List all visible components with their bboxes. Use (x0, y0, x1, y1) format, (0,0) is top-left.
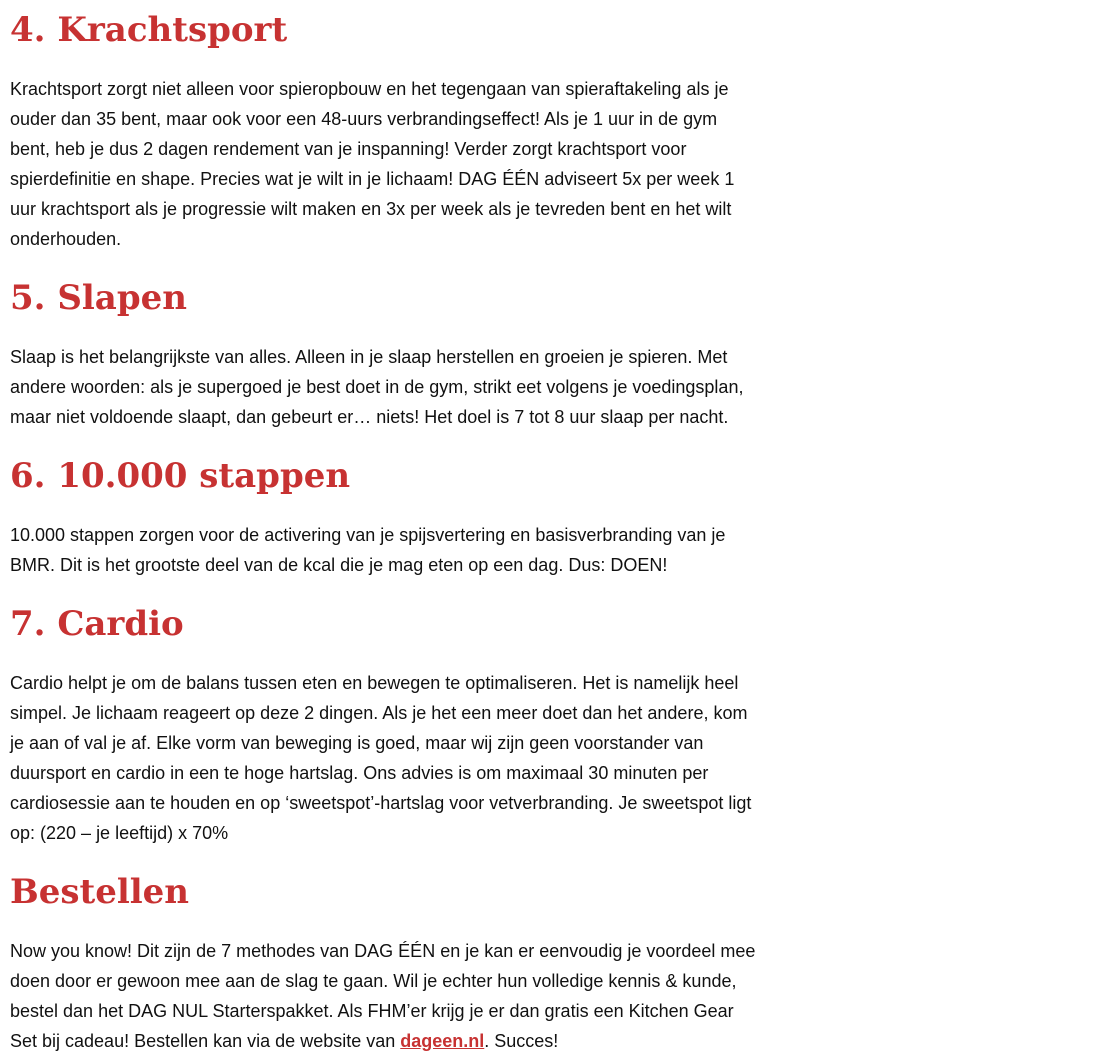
article-content (10, 0, 760, 1056)
section-heading-slapen: 5. Slapen (10, 278, 187, 318)
section-heading-cardio: 7. Cardio (10, 604, 184, 644)
section-heading-krachtsport: 4. Krachtsport (10, 10, 288, 50)
section-heading-stappen: 6. 10.000 stappen (10, 456, 351, 496)
section-body-bestellen (10, 936, 760, 1056)
section-heading-bestellen: Bestellen (10, 872, 190, 912)
section-body-cardio: Cardio helpt je om de balans tussen eten en bewegen te optimaliseren. Het is namelijk heel simpel. Je lichaam reageert op deze 2 dingen. Als je het een meer doet dan het andere, kom je aan of val je af. Elke vorm van beweging is goed, maar wij zijn geen voorstander van duursport en cardio in een te hoge hartslag. Ons advies is om maximaal 30 minuten per cardiosessie aan te houden en op ‘sweetspot’-hartslag voor vetverbranding. Je sweetspot ligt op: (220 – je leeftijd) x 70% (10, 673, 752, 843)
section-body-stappen: 10.000 stappen zorgen voor de activering van je spijsvertering en basisverbranding van je BMR. Dit is het grootste deel van de kcal die je mag eten op een dag. Dus: DOEN! (10, 525, 726, 575)
section-body-slapen: Slaap is het belangrijkste van alles. Alleen in je slaap herstellen en groeien je spieren. Met andere woorden: als je supergoed je best doet in de gym, strikt eet volgens je voedingsplan, maar niet voldoende slaapt, dan gebeurt er… niets! Het doel is 7 tot 8 uur slaap per nacht. (10, 347, 744, 427)
section-body-krachtsport: Krachtsport zorgt niet alleen voor spieropbouw en het tegengaan van spieraftakeling als je ouder dan 35 bent, maar ook voor een 48-uurs verbrandingseffect! Als je 1 uur in de gym bent, heb je dus 2 dagen rendement van je inspanning! Verder zorgt krachtsport voor spierdefinitie en shape. Precies wat je wilt in je lichaam! DAG ÉÉN adviseert 5x per week 1 uur krachtsport als je progressie wilt maken en 3x per week als je tevreden bent en het wilt onderhouden. (10, 79, 735, 249)
order-text-before-link: Now you know! Dit zijn de 7 methodes van DAG ÉÉN en je kan er eenvoudig je voordeel mee doen door er gewoon mee aan de slag te gaan. Wil je echter hun volledige kennis & kunde, bestel dan het DAG NUL Starterspakket. Als FHM’er krijg je er dan gratis een Kitchen Gear Set bij cadeau! Bestellen kan via de website van (10, 941, 756, 1051)
order-text-after-link: . Succes! (484, 1031, 559, 1051)
dageen-link[interactable]: dageen.nl (400, 1031, 485, 1051)
